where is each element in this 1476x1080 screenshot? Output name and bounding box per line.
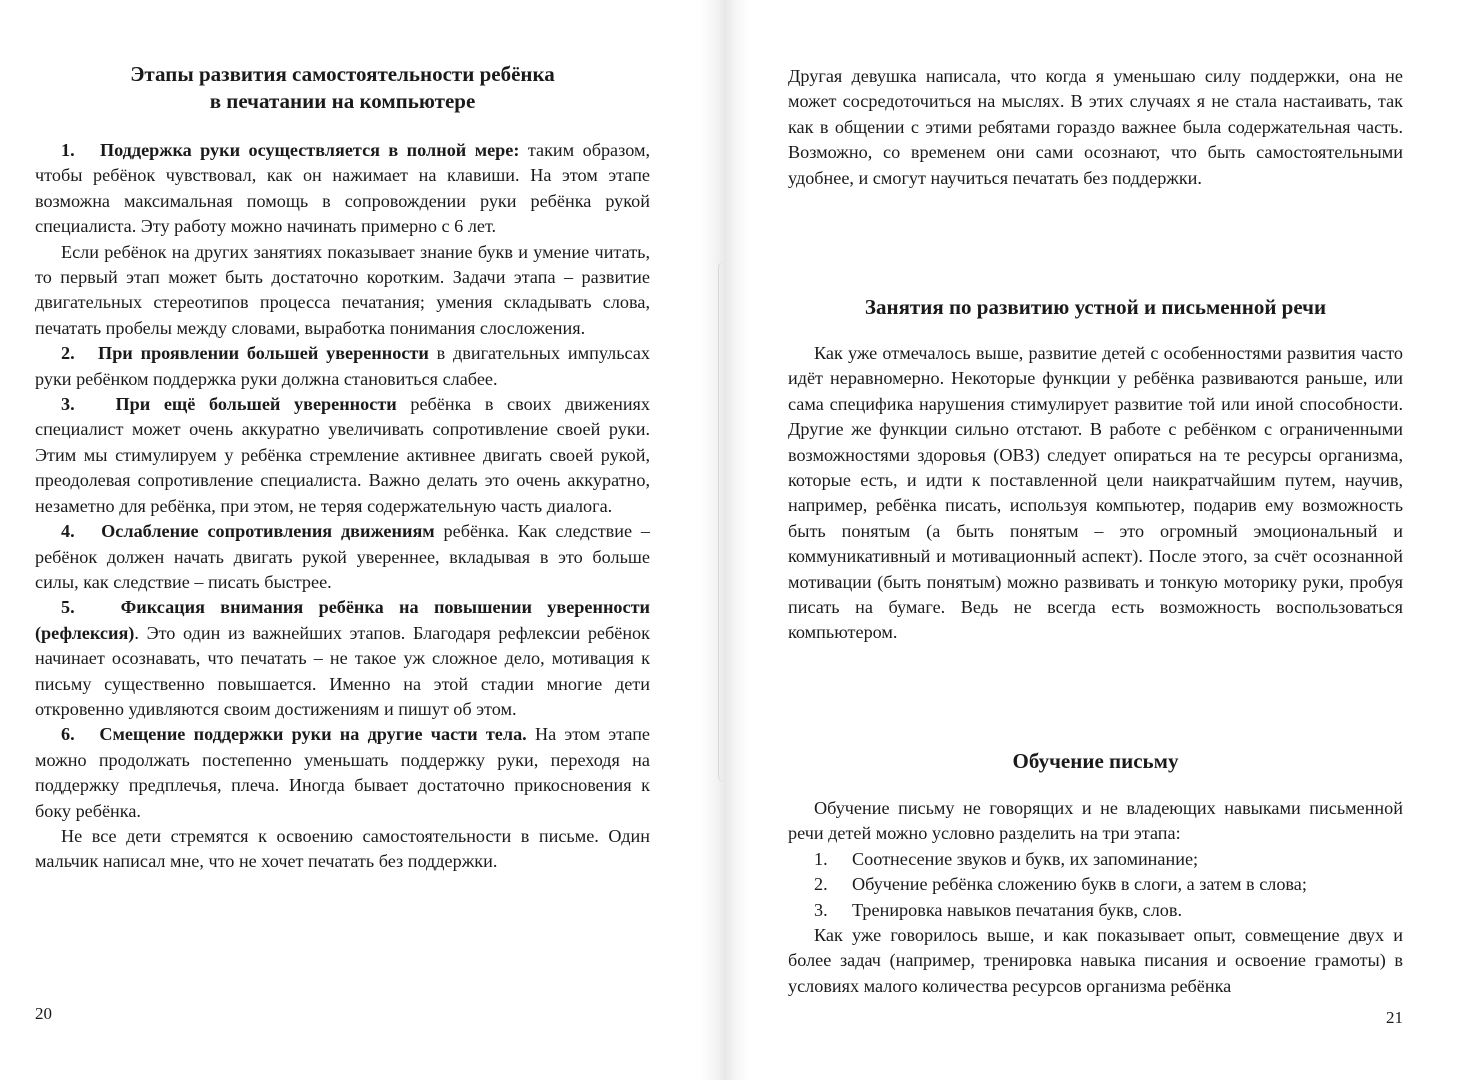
item-bold-lead: Фиксация внимания ребёнка на повышении уверенности (рефлексия)	[35, 597, 651, 643]
item-bold-lead: При ещё большей уверенности	[115, 394, 397, 415]
page-edge-mark	[718, 262, 759, 782]
stage-number: 1.	[814, 848, 828, 869]
item-text: . Это один из важнейших этапов. Благодаря рефлексии ребёнок начинает осознавать, что печатать – не такое уж сложное дело, мотивация к письму существенно повышается. Именно на этой стадии многие дети откровенно удивляются своим достижениям и пишут об этом.	[35, 622, 650, 719]
stage-text: Соотнесение звуков и букв, их запоминание;	[852, 848, 1199, 869]
stage-number: 2.	[814, 874, 828, 895]
right-top-block	[788, 64, 1403, 191]
left-heading-line2: в печатании на компьютере	[209, 89, 476, 113]
item-bold-lead: Смещение поддержки руки на другие части тела.	[99, 724, 527, 745]
list-item-3	[35, 392, 650, 519]
writing-section-body	[788, 796, 1403, 999]
continuation-paragraph: Другая девушка написала, что когда я уменьшаю силу поддержки, она не может сосредоточиться на мыслях. В этих случаях я не стала настаивать, так как в общении с этими ребятами гораздо важнее была содержательная часть. Возможно, со временем они сами осознают, что быть самостоятельными удобнее, и смогут научиться печатать без поддержки.	[788, 66, 1403, 188]
item-bold-lead: Поддержка руки осуществляется в полной мере:	[99, 140, 520, 160]
item-text: ребёнка. Как следствие – ребёнок должен начать двигать рукой увереннее, вкладывая в это больше силы, как следствие – писать быстрее.	[35, 521, 651, 592]
stage-text: Тренировка навыков печатания букв, слов.	[852, 899, 1183, 920]
left-heading-line1: Этапы развития самостоятельности ребёнка	[130, 62, 555, 86]
speech-section-body	[788, 341, 1403, 646]
paragraph-after-item-1: Если ребёнок на других занятиях показывает знание букв и умение читать, то первый этап может быть достаточно коротким. Задачи этапа – развитие двигательных стереотипов процесса печатания; умения складывать слова, печатать пробелы между словами, выработка понимания слосложения.	[35, 241, 650, 338]
left-body	[35, 138, 650, 875]
left-heading	[35, 61, 650, 115]
writing-intro-paragraph: Обучение письму не говорящих и не владеющих навыками письменной речи детей можно условно разделить на три этапа:	[788, 798, 1403, 844]
item-bold-lead: Ослабление сопротивления движениям	[101, 521, 435, 542]
stage-number: 3.	[814, 899, 828, 920]
section-heading-writing: Обучение письму	[1012, 749, 1179, 773]
page-number-right: 21	[1386, 1008, 1403, 1027]
item-text: таким образом, чтобы ребёнок чувствовал, как он нажимает на клавиши. На этом этапе возможна максимальная помощь в сопровождении руки ребёнка рукой специалиста. Эту работу можно начинать примерно с 6 лет.	[35, 140, 651, 237]
speech-paragraph: Как уже отмечалось выше, развитие детей с особенностями развития часто идёт неравномерно. Некоторые функции у ребёнка развиваются раньше, или сама специфика нарушения стимулирует развитие той или иной способности. Другие же функции сильно отстают. В работе с ребёнком с ограниченными возможностями здоровья (ОВЗ) следует опираться на те ресурсы организма, которые есть, и идти к поставленной цели наикратчайшим путем, научив, например, ребёнка писать, используя компьютер, подарив ему возможность быть понятым (а быть понятым – это огромный эмоциональный и коммуникативный и мотивационный аспект). После этого, за счёт осознанной мотивации (быть понятым) можно развивать и тонкую моторику руки, пробуя писать на бумаге. Ведь не всегда есть возможность воспользоваться компьютером.	[788, 343, 1403, 643]
list-item-1	[35, 138, 650, 240]
item-number: 5.	[61, 597, 75, 618]
stage-text: Обучение ребёнка сложению букв в слоги, а затем в слова;	[852, 874, 1307, 895]
list-item-4	[35, 519, 650, 595]
item-text: ребёнка в своих движениях специалист может очень аккуратно увеличивать сопротивление своей руки. Этим мы стимулируем у ребёнка стремление активнее двигать своей рукой, преодолевая сопротивление специалиста. Важно делать это очень аккуратно, незаметно для ребёнка, при этом, не теряя содержательную часть диалога.	[35, 394, 651, 516]
item-number: 1.	[61, 140, 75, 160]
item-number: 6.	[61, 724, 75, 745]
list-item-6	[35, 722, 650, 824]
item-number: 2.	[61, 343, 75, 364]
left-page	[35, 0, 650, 1080]
item-bold-lead: При проявлении большей уверенности	[98, 343, 429, 364]
item-text: На этом этапе можно продолжать постепенно уменьшать поддержку руки, переходя на поддержку предплечья, плеча. Иногда бывает достаточно прикосновения к боку ребёнка.	[35, 724, 650, 821]
item-number: 4.	[61, 521, 75, 542]
list-item-5	[35, 595, 650, 722]
writing-stage-3	[788, 898, 1403, 923]
item-number: 3.	[61, 394, 75, 415]
writing-closing-paragraph: Как уже говорилось выше, и как показывает опыт, совмещение двух и более задач (например, тренировка навыка писания и освоение грамоты) в условиях малого количества ресурсов организма ребёнка	[788, 925, 1403, 996]
writing-stage-1	[788, 847, 1403, 872]
closing-paragraph: Не все дети стремятся к освоению самостоятельности в письме. Один мальчик написал мне, что не хочет печатать без поддержки.	[35, 825, 650, 872]
list-item-2	[35, 341, 650, 392]
section-heading-speech: Занятия по развитию устной и письменной речи	[864, 295, 1327, 319]
right-page	[788, 0, 1403, 1080]
page-number-left: 20	[35, 1004, 52, 1023]
item-text: в двигательных импульсах руки ребёнком поддержка руки должна становиться слабее.	[35, 343, 650, 389]
writing-stage-2	[788, 872, 1403, 897]
